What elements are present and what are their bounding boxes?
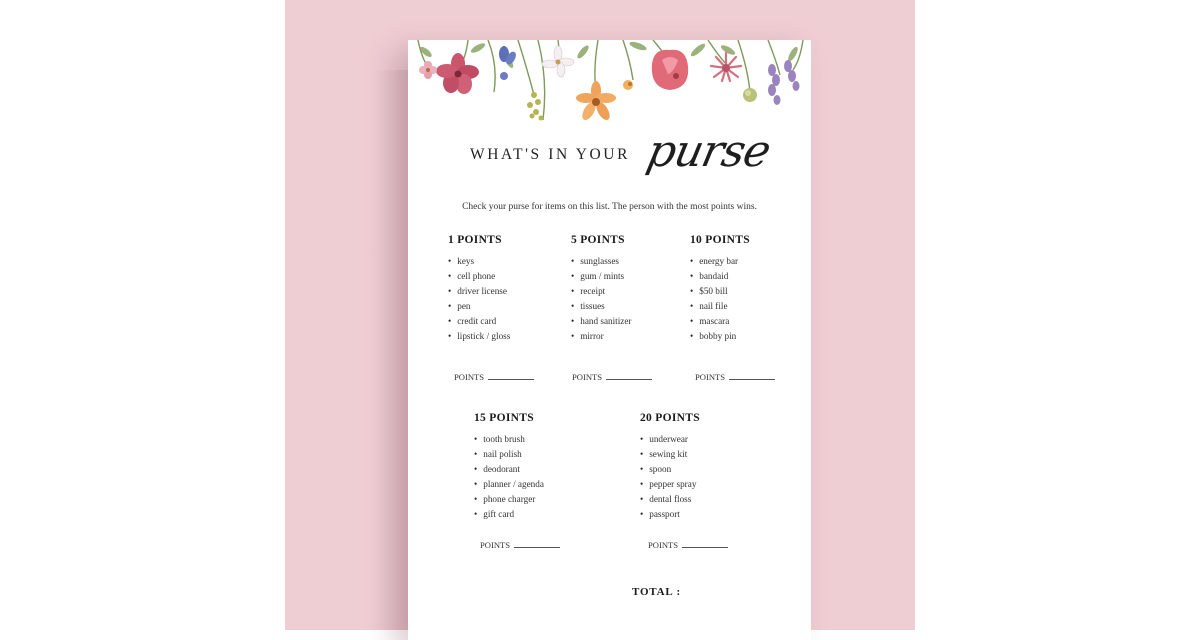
- section-10-points: [690, 234, 750, 345]
- score-blank[interactable]: [682, 541, 728, 548]
- list-item: • energy bar: [690, 254, 750, 269]
- list-item: • cell phone: [448, 269, 510, 284]
- list-item: • bobby pin: [690, 329, 750, 344]
- list-item: • receipt: [571, 284, 632, 299]
- list-item: • driver license: [448, 284, 510, 299]
- list-item: • passport: [640, 507, 700, 522]
- instructions-text: Check your purse for items on this list. The person with the most points wins.: [462, 202, 757, 212]
- list-item: • mascara: [690, 314, 750, 329]
- section-5-points: [571, 234, 632, 345]
- list-item: • sewing kit: [640, 447, 700, 462]
- score-line-15[interactable]: [480, 540, 560, 550]
- title-main-text: WHAT'S IN YOUR: [470, 146, 631, 163]
- wildflower-border-illustration: [408, 40, 811, 135]
- list-item: • bandaid: [690, 269, 750, 284]
- score-label: POINTS: [648, 540, 679, 550]
- list-item: • spoon: [640, 462, 700, 477]
- section-heading: 10 POINTS: [690, 234, 750, 246]
- score-line-10[interactable]: [695, 372, 775, 382]
- score-line-1[interactable]: [454, 372, 534, 382]
- section-heading: 5 POINTS: [571, 234, 625, 246]
- list-item: • deodorant: [474, 462, 544, 477]
- score-blank[interactable]: [606, 373, 652, 380]
- score-line-20[interactable]: [648, 540, 728, 550]
- section-heading: 15 POINTS: [474, 412, 534, 424]
- list-item: • tissues: [571, 299, 632, 314]
- list-item: • tooth brush: [474, 432, 544, 447]
- section-15-points: [474, 412, 544, 523]
- list-item: • dental floss: [640, 492, 700, 507]
- section-1-points: [448, 234, 510, 345]
- title-script-text: purse: [642, 126, 775, 177]
- list-item: • underwear: [640, 432, 700, 447]
- list-item: • gum / mints: [571, 269, 632, 284]
- total-label: TOTAL :: [632, 586, 681, 598]
- list-item: • gift card: [474, 507, 544, 522]
- section-20-points: [640, 412, 700, 523]
- list-item: • mirror: [571, 329, 632, 344]
- list-item: • hand sanitizer: [571, 314, 632, 329]
- score-blank[interactable]: [488, 373, 534, 380]
- score-label: POINTS: [572, 372, 603, 382]
- game-card: [408, 40, 811, 640]
- list-item: • lipstick / gloss: [448, 329, 510, 344]
- score-blank[interactable]: [729, 373, 775, 380]
- section-heading: 20 POINTS: [640, 412, 700, 424]
- list-item: • phone charger: [474, 492, 544, 507]
- list-item: • $50 bill: [690, 284, 750, 299]
- score-line-5[interactable]: [572, 372, 652, 382]
- list-item: • planner / agenda: [474, 477, 544, 492]
- list-item: • sunglasses: [571, 254, 632, 269]
- list-item: • pen: [448, 299, 510, 314]
- score-label: POINTS: [454, 372, 485, 382]
- score-blank[interactable]: [514, 541, 560, 548]
- list-item: • nail polish: [474, 447, 544, 462]
- score-label: POINTS: [695, 372, 726, 382]
- list-item: • credit card: [448, 314, 510, 329]
- section-heading: 1 POINTS: [448, 234, 502, 246]
- list-item: • pepper spray: [640, 477, 700, 492]
- score-label: POINTS: [480, 540, 511, 550]
- list-item: • keys: [448, 254, 510, 269]
- card-title: [408, 126, 811, 198]
- list-item: • nail file: [690, 299, 750, 314]
